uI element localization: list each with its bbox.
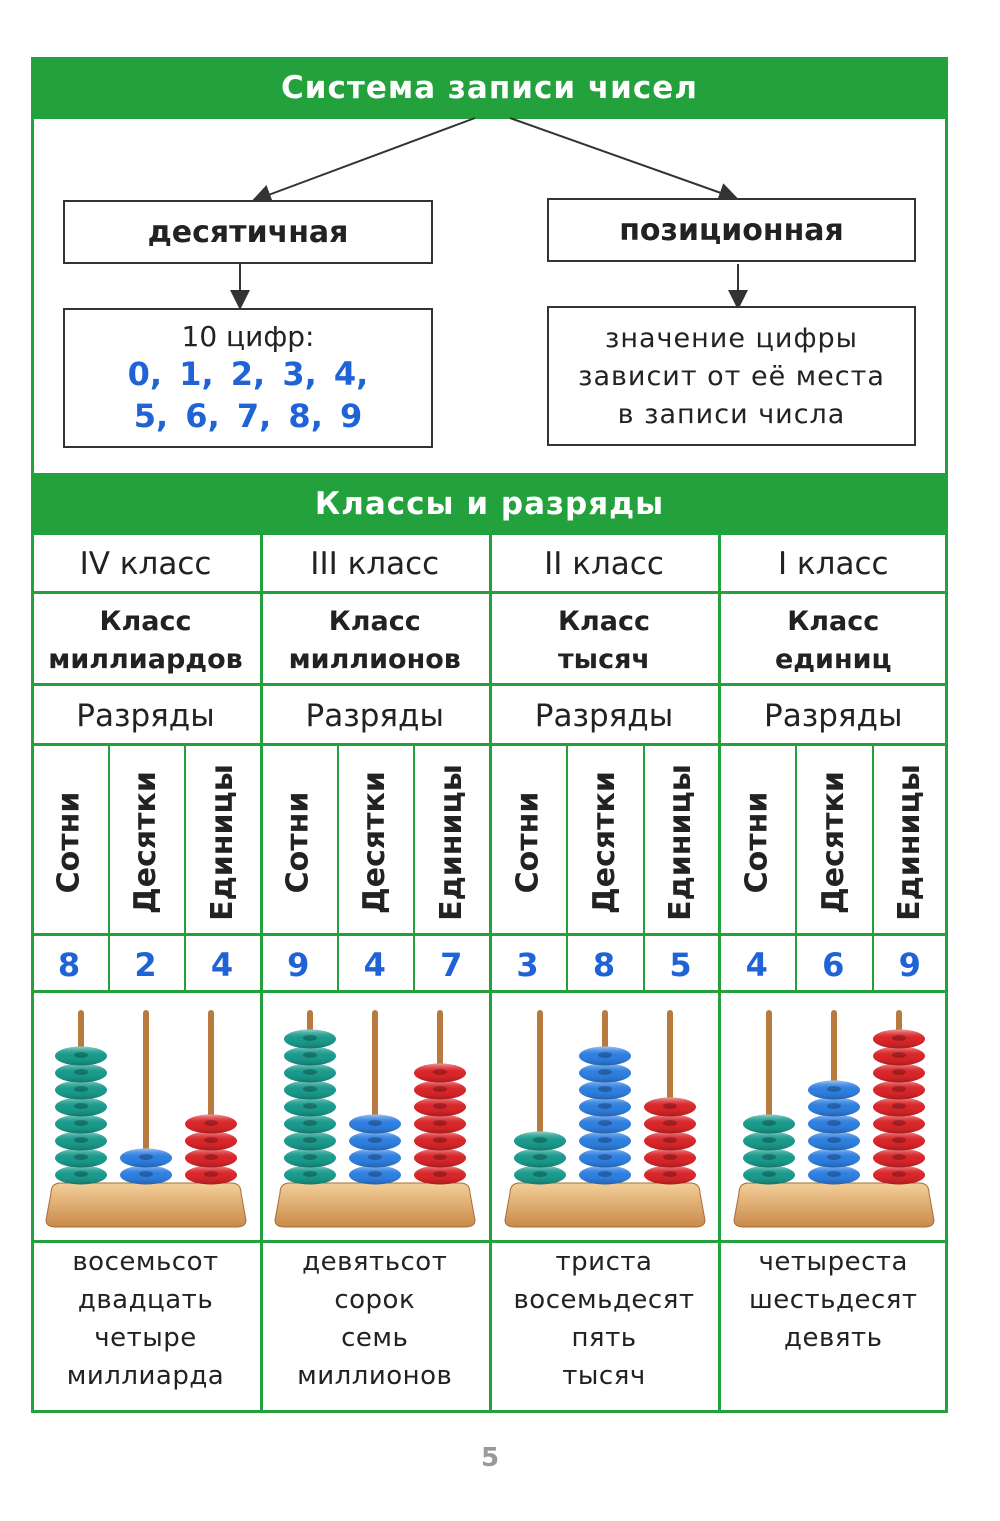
decimal-digits-box (63, 308, 433, 448)
number-word: девять (784, 1323, 883, 1353)
rank-digit: 9 (287, 946, 310, 984)
ranks-label: Разряды (305, 698, 444, 734)
page-number: 5 (480, 1443, 500, 1473)
rank-digit: 3 (516, 946, 539, 984)
rank-name (184, 747, 260, 937)
ranks-label: Разряды (76, 698, 215, 734)
decimal-title: десятичная (147, 214, 349, 250)
digits-row (490, 937, 719, 993)
rank-name (490, 747, 566, 937)
class-roman: IV класс (79, 546, 212, 582)
number-words (260, 1243, 489, 1395)
rank-text: Десятки (815, 770, 851, 914)
rank-digit: 2 (134, 946, 157, 984)
rank-text: Десятки (357, 770, 393, 914)
ranks-row (31, 747, 260, 937)
rank-name (260, 747, 336, 937)
number-word: миллиарда (66, 1361, 225, 1391)
class-name-line-1: Класс (557, 606, 651, 637)
digits-row (260, 937, 489, 993)
rank-name (31, 747, 107, 937)
digits-line-2: 5, 6, 7, 8, 9 (133, 397, 363, 435)
positional-title: позиционная (619, 212, 844, 248)
rank-digit: 4 (210, 946, 234, 984)
ranks-label: Разряды (764, 698, 903, 734)
rank-digit: 8 (592, 946, 616, 984)
section-title: Классы и разряды (31, 473, 948, 535)
rank-text: Единицы (433, 763, 469, 921)
number-word: восемьдесят (513, 1285, 695, 1315)
class-name-line-2: миллиардов (48, 644, 243, 675)
desc-line-2: зависит от её места (578, 361, 885, 392)
number-word: четыреста (758, 1247, 908, 1277)
class-name-line-1: Класс (787, 606, 880, 637)
arrow-to-decimal (255, 118, 475, 200)
class-name (260, 595, 489, 687)
number-word: семь (341, 1323, 409, 1353)
class-name-line-2: тысяч (558, 644, 650, 675)
positional-desc-box (547, 306, 916, 446)
rank-name (795, 747, 871, 937)
class-roman: III класс (310, 546, 440, 582)
number-words (31, 1243, 260, 1395)
rank-text: Десятки (128, 770, 164, 914)
digits-row (31, 937, 260, 993)
number-words (490, 1243, 719, 1395)
number-word: триста (555, 1247, 653, 1277)
class-name (31, 595, 260, 687)
rank-text: Единицы (204, 763, 240, 921)
number-word: восемьсот (72, 1247, 219, 1277)
arrow-to-positional (510, 118, 735, 198)
rank-text: Единицы (663, 763, 699, 921)
number-word: девятьсот (302, 1247, 448, 1277)
rank-name (337, 747, 413, 937)
rank-digit: 7 (440, 946, 463, 984)
rank-name (566, 747, 642, 937)
rank-text: Сотни (51, 791, 87, 893)
number-word: шестьдесят (748, 1285, 918, 1315)
rank-digit: 4 (745, 946, 768, 984)
desc-line-1: значение цифры (605, 323, 858, 354)
class-name-line-2: единиц (774, 644, 892, 675)
class-name-line-1: Класс (99, 606, 192, 637)
digits-label: 10 цифр: (181, 320, 315, 353)
connector-arrows (0, 0, 1000, 320)
positional-box (547, 198, 916, 262)
ranks-row (490, 747, 719, 937)
abacus-icon (500, 995, 710, 1240)
rank-name (108, 747, 184, 937)
number-word: тысяч (562, 1361, 646, 1391)
decimal-box (63, 200, 433, 264)
rank-name (719, 747, 795, 937)
rank-name (643, 747, 719, 937)
main-title: Система записи чисел (31, 57, 948, 119)
class-name (719, 595, 948, 687)
rank-digit: 8 (57, 946, 81, 984)
ranks-row (260, 747, 489, 937)
class-name-line-2: миллионов (288, 644, 461, 675)
rank-text: Сотни (280, 791, 316, 893)
rank-digit: 5 (669, 946, 692, 984)
rank-digit: 6 (822, 946, 845, 984)
ranks-label: Разряды (534, 698, 674, 734)
rank-digit: 4 (363, 946, 386, 984)
class-roman: I класс (777, 546, 889, 582)
number-words (719, 1243, 948, 1357)
abacus-icon (729, 995, 939, 1240)
number-word: четыре (94, 1323, 197, 1353)
ranks-row (719, 747, 948, 937)
rank-name (413, 747, 489, 937)
rank-digit: 9 (898, 946, 921, 984)
rank-text: Единицы (892, 763, 928, 921)
rank-text: Сотни (510, 791, 546, 893)
number-word: миллионов (297, 1361, 453, 1391)
number-word: пять (571, 1323, 637, 1353)
class-name-line-1: Класс (328, 606, 421, 637)
digits-row (719, 937, 948, 993)
rank-name (872, 747, 948, 937)
desc-line-3: в записи числа (617, 399, 846, 430)
rank-text: Десятки (586, 770, 622, 914)
number-word: двадцать (77, 1285, 214, 1315)
abacus-icon (41, 995, 251, 1240)
digits-line-1: 0, 1, 2, 3, 4, (127, 355, 369, 393)
class-roman: II класс (544, 546, 664, 582)
rank-text: Сотни (739, 791, 775, 893)
class-name (490, 595, 719, 687)
abacus-icon (270, 995, 480, 1240)
number-word: сорок (334, 1285, 416, 1315)
